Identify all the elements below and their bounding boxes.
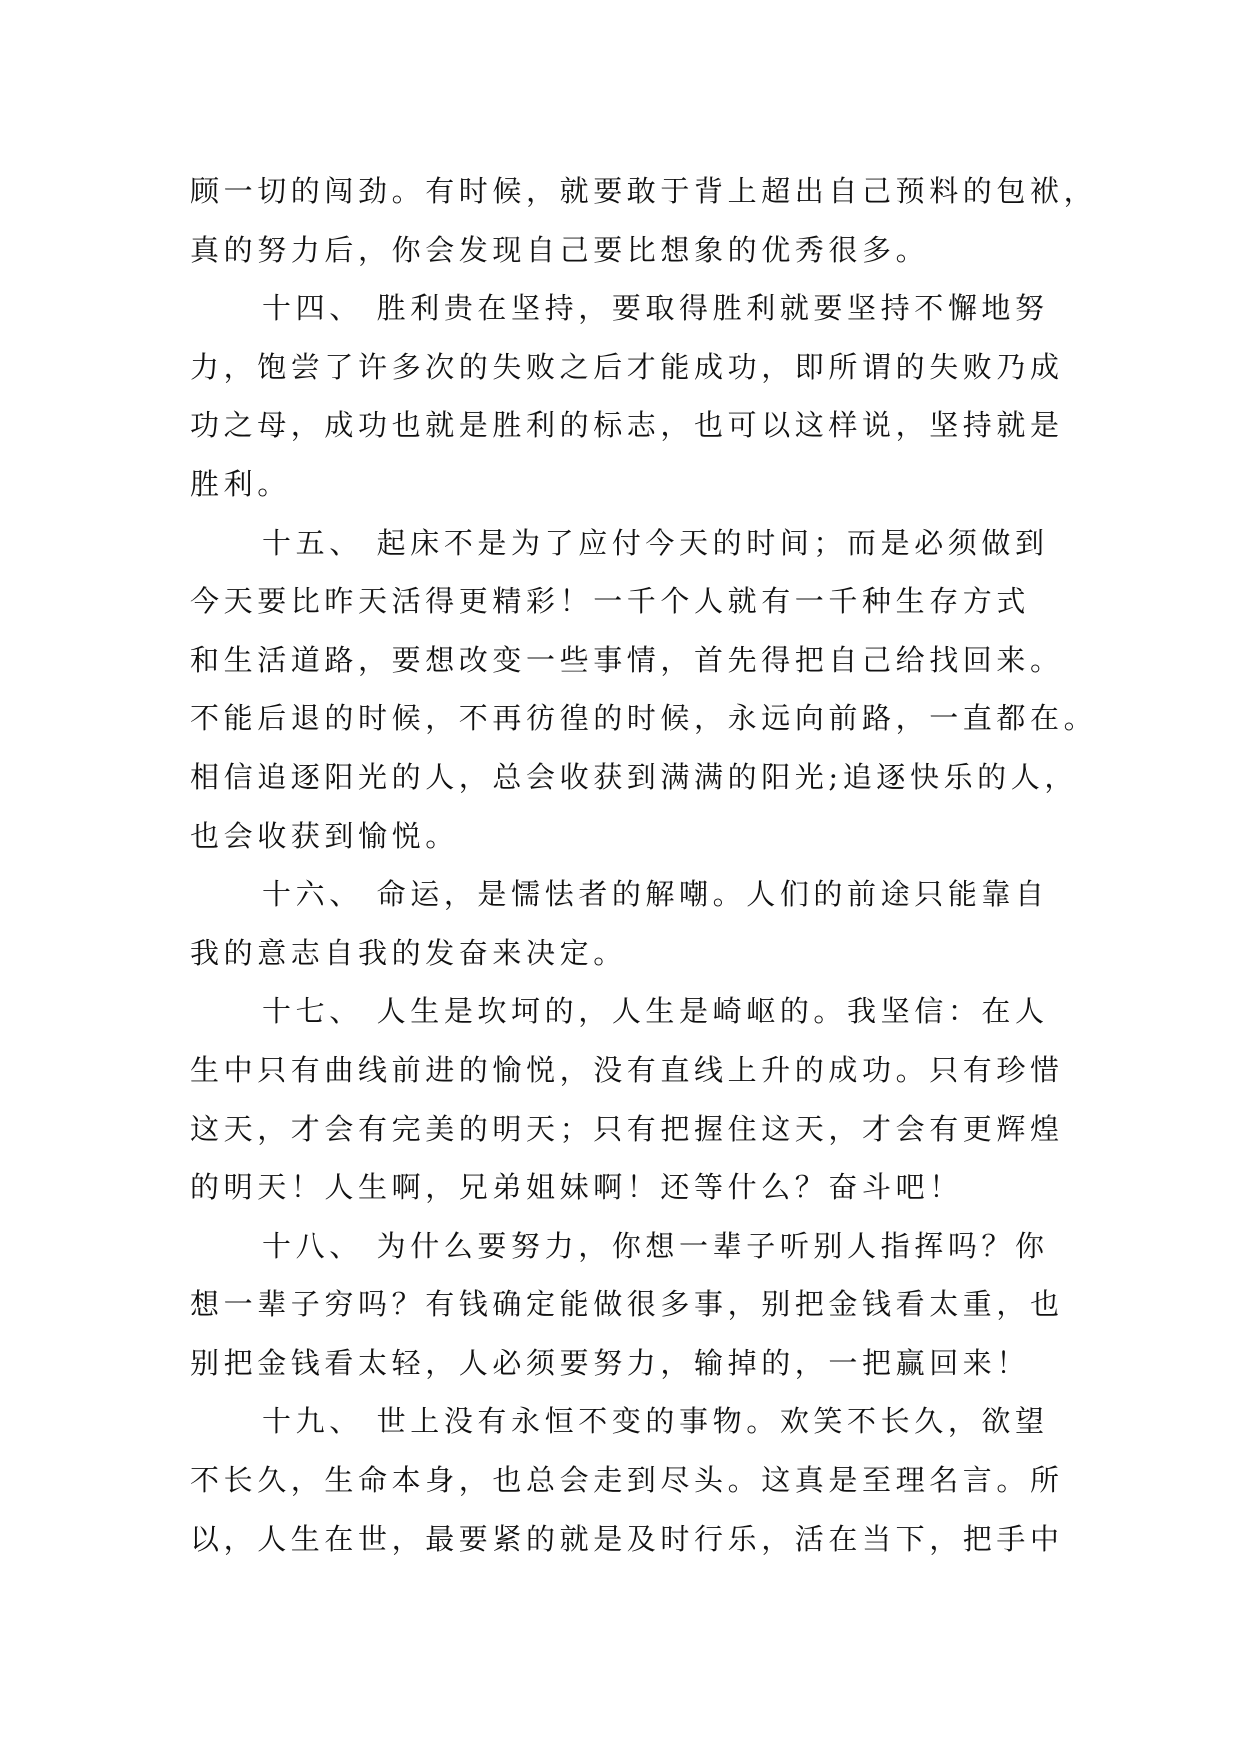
- paragraph-heading-line: 十七、 人生是坎坷的，人生是崎岖的。我坚信：在人: [262, 994, 1049, 1029]
- text-line: 的明天！人生啊，兄弟姐妹啊！还等什么？奋斗吧！: [190, 1170, 963, 1205]
- text-line: 功之母，成功也就是胜利的标志，也可以这样说，坚持就是: [190, 408, 1064, 443]
- body-text: [190, 162, 1098, 1568]
- text-line: 这天，才会有完美的明天；只有把握住这天，才会有更辉煌: [190, 1111, 1064, 1146]
- text-line: 生中只有曲线前进的愉悦，没有直线上升的成功。只有珍惜: [190, 1052, 1064, 1087]
- text-line: 不能后退的时候，不再彷徨的时候，永远向前路，一直都在。: [190, 701, 1098, 736]
- text-line: 以，人生在世，最要紧的就是及时行乐，活在当下，把手中: [190, 1521, 1064, 1556]
- text-line: 别把金钱看太轻，人必须要努力，输掉的，一把赢回来！: [190, 1345, 1031, 1380]
- paragraph-heading-line: 十五、 起床不是为了应付今天的时间；而是必须做到: [262, 525, 1049, 560]
- paragraph-heading-line: 十四、 胜利贵在坚持，要取得胜利就要坚持不懈地努: [262, 291, 1049, 326]
- text-line: 今天要比昨天活得更精彩！一千个人就有一千种生存方式: [190, 584, 1031, 619]
- text-line: 力，饱尝了许多次的失败之后才能成功，即所谓的失败乃成: [190, 349, 1064, 384]
- text-line: 不长久，生命本身，也总会走到尽头。这真是至理名言。所: [190, 1463, 1064, 1498]
- text-line: 胜利。: [190, 466, 291, 501]
- paragraph-heading-line: 十六、 命运，是懦怯者的解嘲。人们的前途只能靠自: [262, 877, 1049, 912]
- text-line: 真的努力后，你会发现自己要比想象的优秀很多。: [190, 232, 930, 267]
- text-line: 也会收获到愉悦。: [190, 818, 459, 853]
- text-line: 想一辈子穷吗？有钱确定能做很多事，别把金钱看太重，也: [190, 1287, 1064, 1322]
- text-line: 相信追逐阳光的人，总会收获到满满的阳光;追逐快乐的人，: [190, 759, 1078, 794]
- text-line: 我的意志自我的发奋来决定。: [190, 935, 627, 970]
- paragraph-heading-line: 十八、 为什么要努力，你想一辈子听别人指挥吗？你: [262, 1228, 1049, 1263]
- text-line: 和生活道路，要想改变一些事情，首先得把自己给找回来。: [190, 642, 1064, 677]
- text-line: 顾一切的闯劲。有时候，就要敢于背上超出自己预料的包袱，: [190, 174, 1098, 208]
- paragraph-heading-line: 十九、 世上没有永恒不变的事物。欢笑不长久，欲望: [262, 1404, 1049, 1439]
